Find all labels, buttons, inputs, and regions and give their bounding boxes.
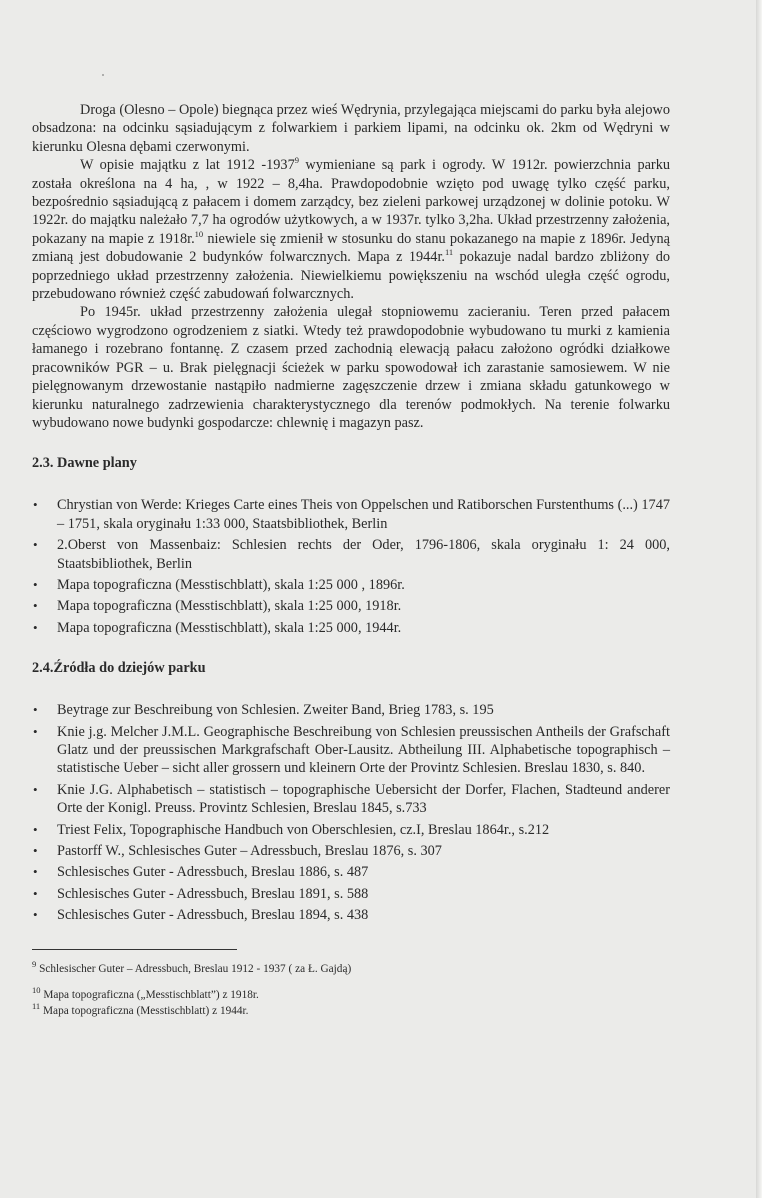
paragraph-text: niewiele się zmienił w stosunku do stanu pokazanego na mapie z 1896r. Jedyną zmianą jest dobudowanie 2 budynków folwarcznych. Mapa z 1944r.: [32, 230, 670, 266]
paragraph-text: pokazuje nadal bardzo zbliżony do poprzedniego układ przestrzenny założenia. Niewielkiemu powiększeniu na wschód uległa część ogrodu, przebudowano również część zabudowań folwarcznych.: [32, 249, 670, 303]
footnote-10: [32, 984, 670, 1002]
paragraph-text: W opisie majątku z lat 1912 -1937: [80, 157, 295, 174]
footnote-number: 10: [32, 984, 41, 995]
paragraph-post-1945: Po 1945r. układ przestrzenny założenia ulegał stopniowemu zacieraniu. Teren przed pałacem częściowo wygrodzono ogrodzeniem z siatki. Wtedy też prawdopodobnie wybudowano tu murki z kamienia łamanego i rozebrano fontannę. Z czasem przed zachodnią elewacją pałacu założono ogródki działkowe pracowników PGR – u. Brak pielęgnacji ścieżek w parku spowodował ich zarastanie samosiewem. W nie pielęgnowanym drzewostanie nastąpiło nadmierne zagęszczenie drzew i zmiana składu gatunkowego w kierunku naturalnego zadrzewienia charakterystycznego dla terenów podmokłych. Na terenie folwarku wybudowano nowe budynki gospodarcze: chlewnię i magazyn pasz.: [32, 304, 670, 431]
footnotes: [32, 958, 670, 1018]
sources-list: [32, 701, 670, 924]
footnote-number: 9: [32, 958, 37, 969]
footnote-text: Mapa topograficzna („Messtischblatt”) z 1918r.: [43, 988, 259, 1001]
list-item: • Mapa topograficzna (Messtischblatt), skala 1:25 000, 1944r.: [32, 619, 670, 637]
footnote-11: [32, 1000, 670, 1018]
footnote-9: [32, 958, 670, 976]
list-item: • Schlesisches Guter - Adressbuch, Breslau 1886, s. 487: [32, 863, 670, 881]
list-item: • Chrystian von Werde: Krieges Carte eines Theis von Oppelschen und Ratiborschen Furstenthums (...) 1747 – 1751, skala oryginału 1:33 000, Staatsbibliothek, Berlin: [32, 496, 670, 533]
footnote-ref-11[interactable]: 11: [445, 247, 454, 258]
list-item: • Pastorff W., Schlesisches Guter – Adressbuch, Breslau 1876, s. 307: [32, 842, 670, 860]
footnote-number: 11: [32, 1000, 41, 1011]
footnote-ref-9[interactable]: 9: [294, 155, 299, 166]
footnote-divider: [32, 949, 237, 950]
paragraph-estate-description: [32, 156, 670, 303]
page-edge: [756, 0, 762, 1198]
list-item: • Mapa topograficzna (Messtischblatt), skala 1:25 000 , 1896r.: [32, 576, 670, 594]
list-item: • Knie j.g. Melcher J.M.L. Geographische Beschreibung von Schlesien preussischen Antheils der Grafschaft Glatz und der preussischen Markgrafschaft Ober-Lausitz. Abtheilung III. Alphabetische topographisch – statistische Ueber – sicht aller grossern und kleinern Orte der Provintz Schlesien. Breslau 1830, s. 840.: [32, 723, 670, 778]
footnote-text: Schlesischer Guter – Adressbuch, Breslau 1912 - 1937 ( za Ł. Gajdą): [39, 962, 352, 975]
paragraph-text: wymieniane są park i ogrody. W 1912r. powierzchnia parku została określona na 4 ha, , w 1922 – 8,4ha. Prawdopodobnie wzięto pod uwagę tylko część parku, bezpośrednio sąsiadującą z pałacem i domem zarządcy, bez zieleni parkowej urządzonej w dolinie potoku. W 1922r. do majątku należało 7,7 ha ogrodów użytkowych, a w 1937r. tylko 3,2ha. Układ przestrzenny założenia, pokazany na mapie z 1918r.: [32, 157, 670, 247]
document-body: [32, 101, 670, 1020]
list-item: • Schlesisches Guter - Adressbuch, Breslau 1891, s. 588: [32, 885, 670, 903]
old-plans-list: [32, 496, 670, 637]
footnote-text: Mapa topograficzna (Messtischblatt) z 1944r.: [43, 1004, 249, 1017]
list-item: • 2.Oberst von Massenbaiz: Schlesien rechts der Oder, 1796-1806, skala oryginału 1: 24 000, Staatsbibliothek, Berlin: [32, 536, 670, 573]
list-item: • Knie J.G. Alphabetisch – statistisch – topographische Uebersicht der Dorfer, Flachen, Stadteund anderer Orte der Konigl. Preuss. Provintz Schlesien, Breslau 1845, s.733: [32, 781, 670, 818]
section-heading-old-plans: 2.3. Dawne plany: [32, 455, 137, 472]
list-item: • Schlesisches Guter - Adressbuch, Breslau 1894, s. 438: [32, 906, 670, 924]
list-item: • Beytrage zur Beschreibung von Schlesien. Zweiter Band, Brieg 1783, s. 195: [32, 701, 670, 719]
list-item: • Triest Felix, Topographische Handbuch von Oberschlesien, cz.I, Breslau 1864r., s.212: [32, 821, 670, 839]
section-heading-sources: 2.4.Źródła do dziejów parku: [32, 660, 206, 677]
list-item: • Mapa topograficzna (Messtischblatt), skala 1:25 000, 1918r.: [32, 597, 670, 615]
scan-speck: [102, 74, 104, 76]
paragraph-road: Droga (Olesno – Opole) biegnąca przez wieś Wędrynia, przylegająca miejscami do parku była alejowo obsadzona: na odcinku sąsiadującym z folwarkiem i parkiem lipami, na odcinku ok. 2km od Wędryni w kierunku Olesna dębami czerwonymi.: [32, 102, 670, 155]
footnote-ref-10[interactable]: 10: [194, 229, 204, 240]
